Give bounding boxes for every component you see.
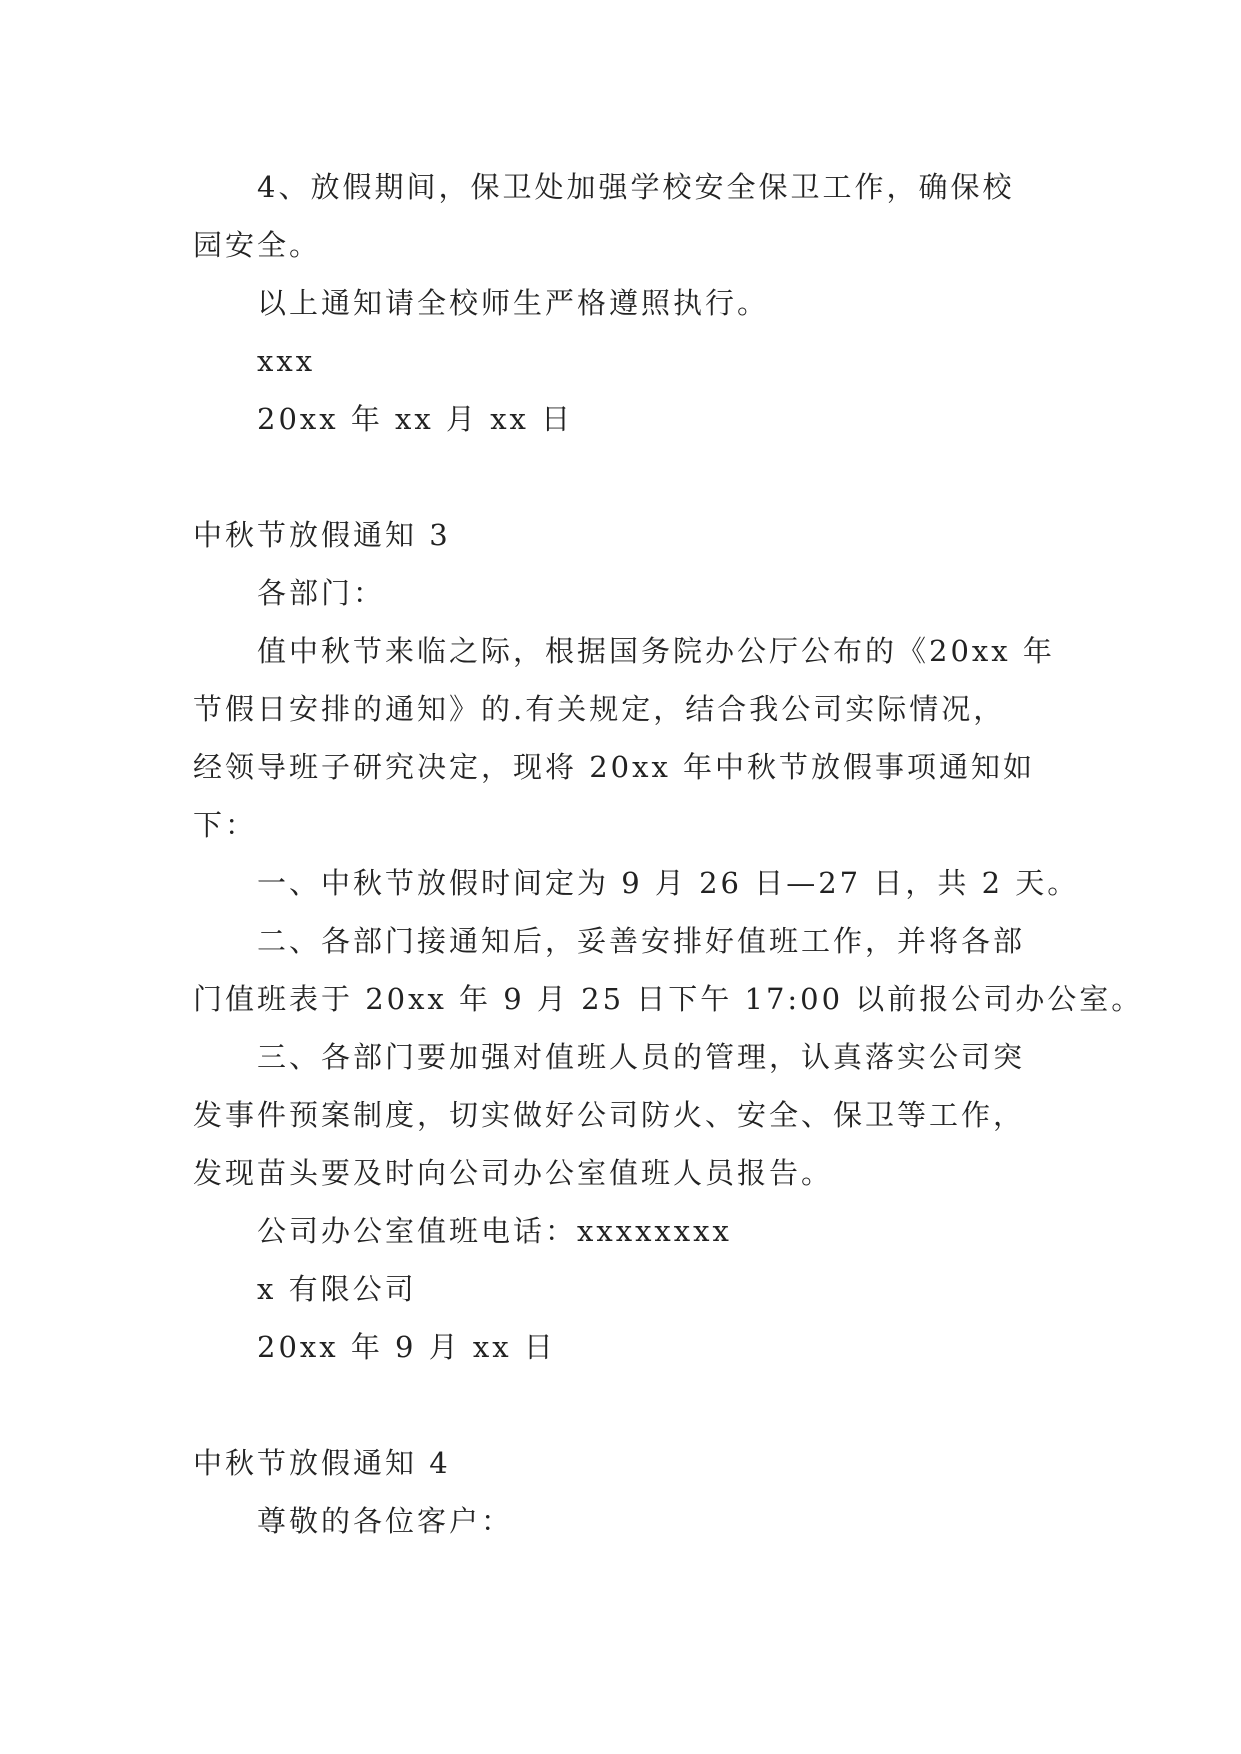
phone-line: 公司办公室值班电话：xxxxxxxx xyxy=(257,1214,732,1248)
date-line: 20xx 年 xx 月 xx 日 xyxy=(257,402,574,436)
signature: x 有限公司 xyxy=(257,1272,417,1306)
section-spacer xyxy=(193,448,1055,506)
section-4 xyxy=(193,1434,1055,1550)
paragraph-line: 门值班表于 20xx 年 9 月 25 日下午 17:00 以前报公司办公室。 xyxy=(193,982,1144,1016)
paragraph-line: 二、各部门接通知后，妥善安排好值班工作，并将各部 xyxy=(257,924,1026,958)
salutation: 尊敬的各位客户： xyxy=(257,1504,514,1538)
paragraph-line: 三、各部门要加强对值班人员的管理，认真落实公司突 xyxy=(257,1040,1026,1074)
salutation: 各部门： xyxy=(257,576,386,610)
paragraph-line: 值中秋节来临之际，根据国务院办公厅公布的《20xx 年 xyxy=(257,634,1055,668)
paragraph-line: 节假日安排的通知》的.有关规定，结合我公司实际情况， xyxy=(193,692,1006,726)
section-spacer xyxy=(193,1376,1055,1434)
date-line: 20xx 年 9 月 xx 日 xyxy=(257,1330,556,1364)
document-body xyxy=(193,158,1144,1550)
section-3 xyxy=(193,506,1144,1376)
paragraph-line: 园安全。 xyxy=(193,228,322,262)
paragraph-line: 一、中秋节放假时间定为 9 月 26 日—27 日，共 2 天。 xyxy=(257,866,1080,900)
signature: xxx xyxy=(257,344,316,378)
paragraph-line: 发事件预案制度，切实做好公司防火、安全、保卫等工作， xyxy=(193,1098,1026,1132)
section-2-tail xyxy=(193,158,1055,448)
paragraph-line: 4、放假期间，保卫处加强学校安全保卫工作，确保校 xyxy=(257,170,1015,204)
paragraph-line: 发现苗头要及时向公司办公室值班人员报告。 xyxy=(193,1156,834,1190)
section-heading: 中秋节放假通知 3 xyxy=(193,518,451,552)
closing-text: 以上通知请全校师生严格遵照执行。 xyxy=(257,286,770,320)
paragraph-line: 下： xyxy=(193,808,258,842)
paragraph-line: 经领导班子研究决定，现将 20xx 年中秋节放假事项通知如 xyxy=(193,750,1036,784)
section-heading: 中秋节放假通知 4 xyxy=(193,1446,451,1480)
